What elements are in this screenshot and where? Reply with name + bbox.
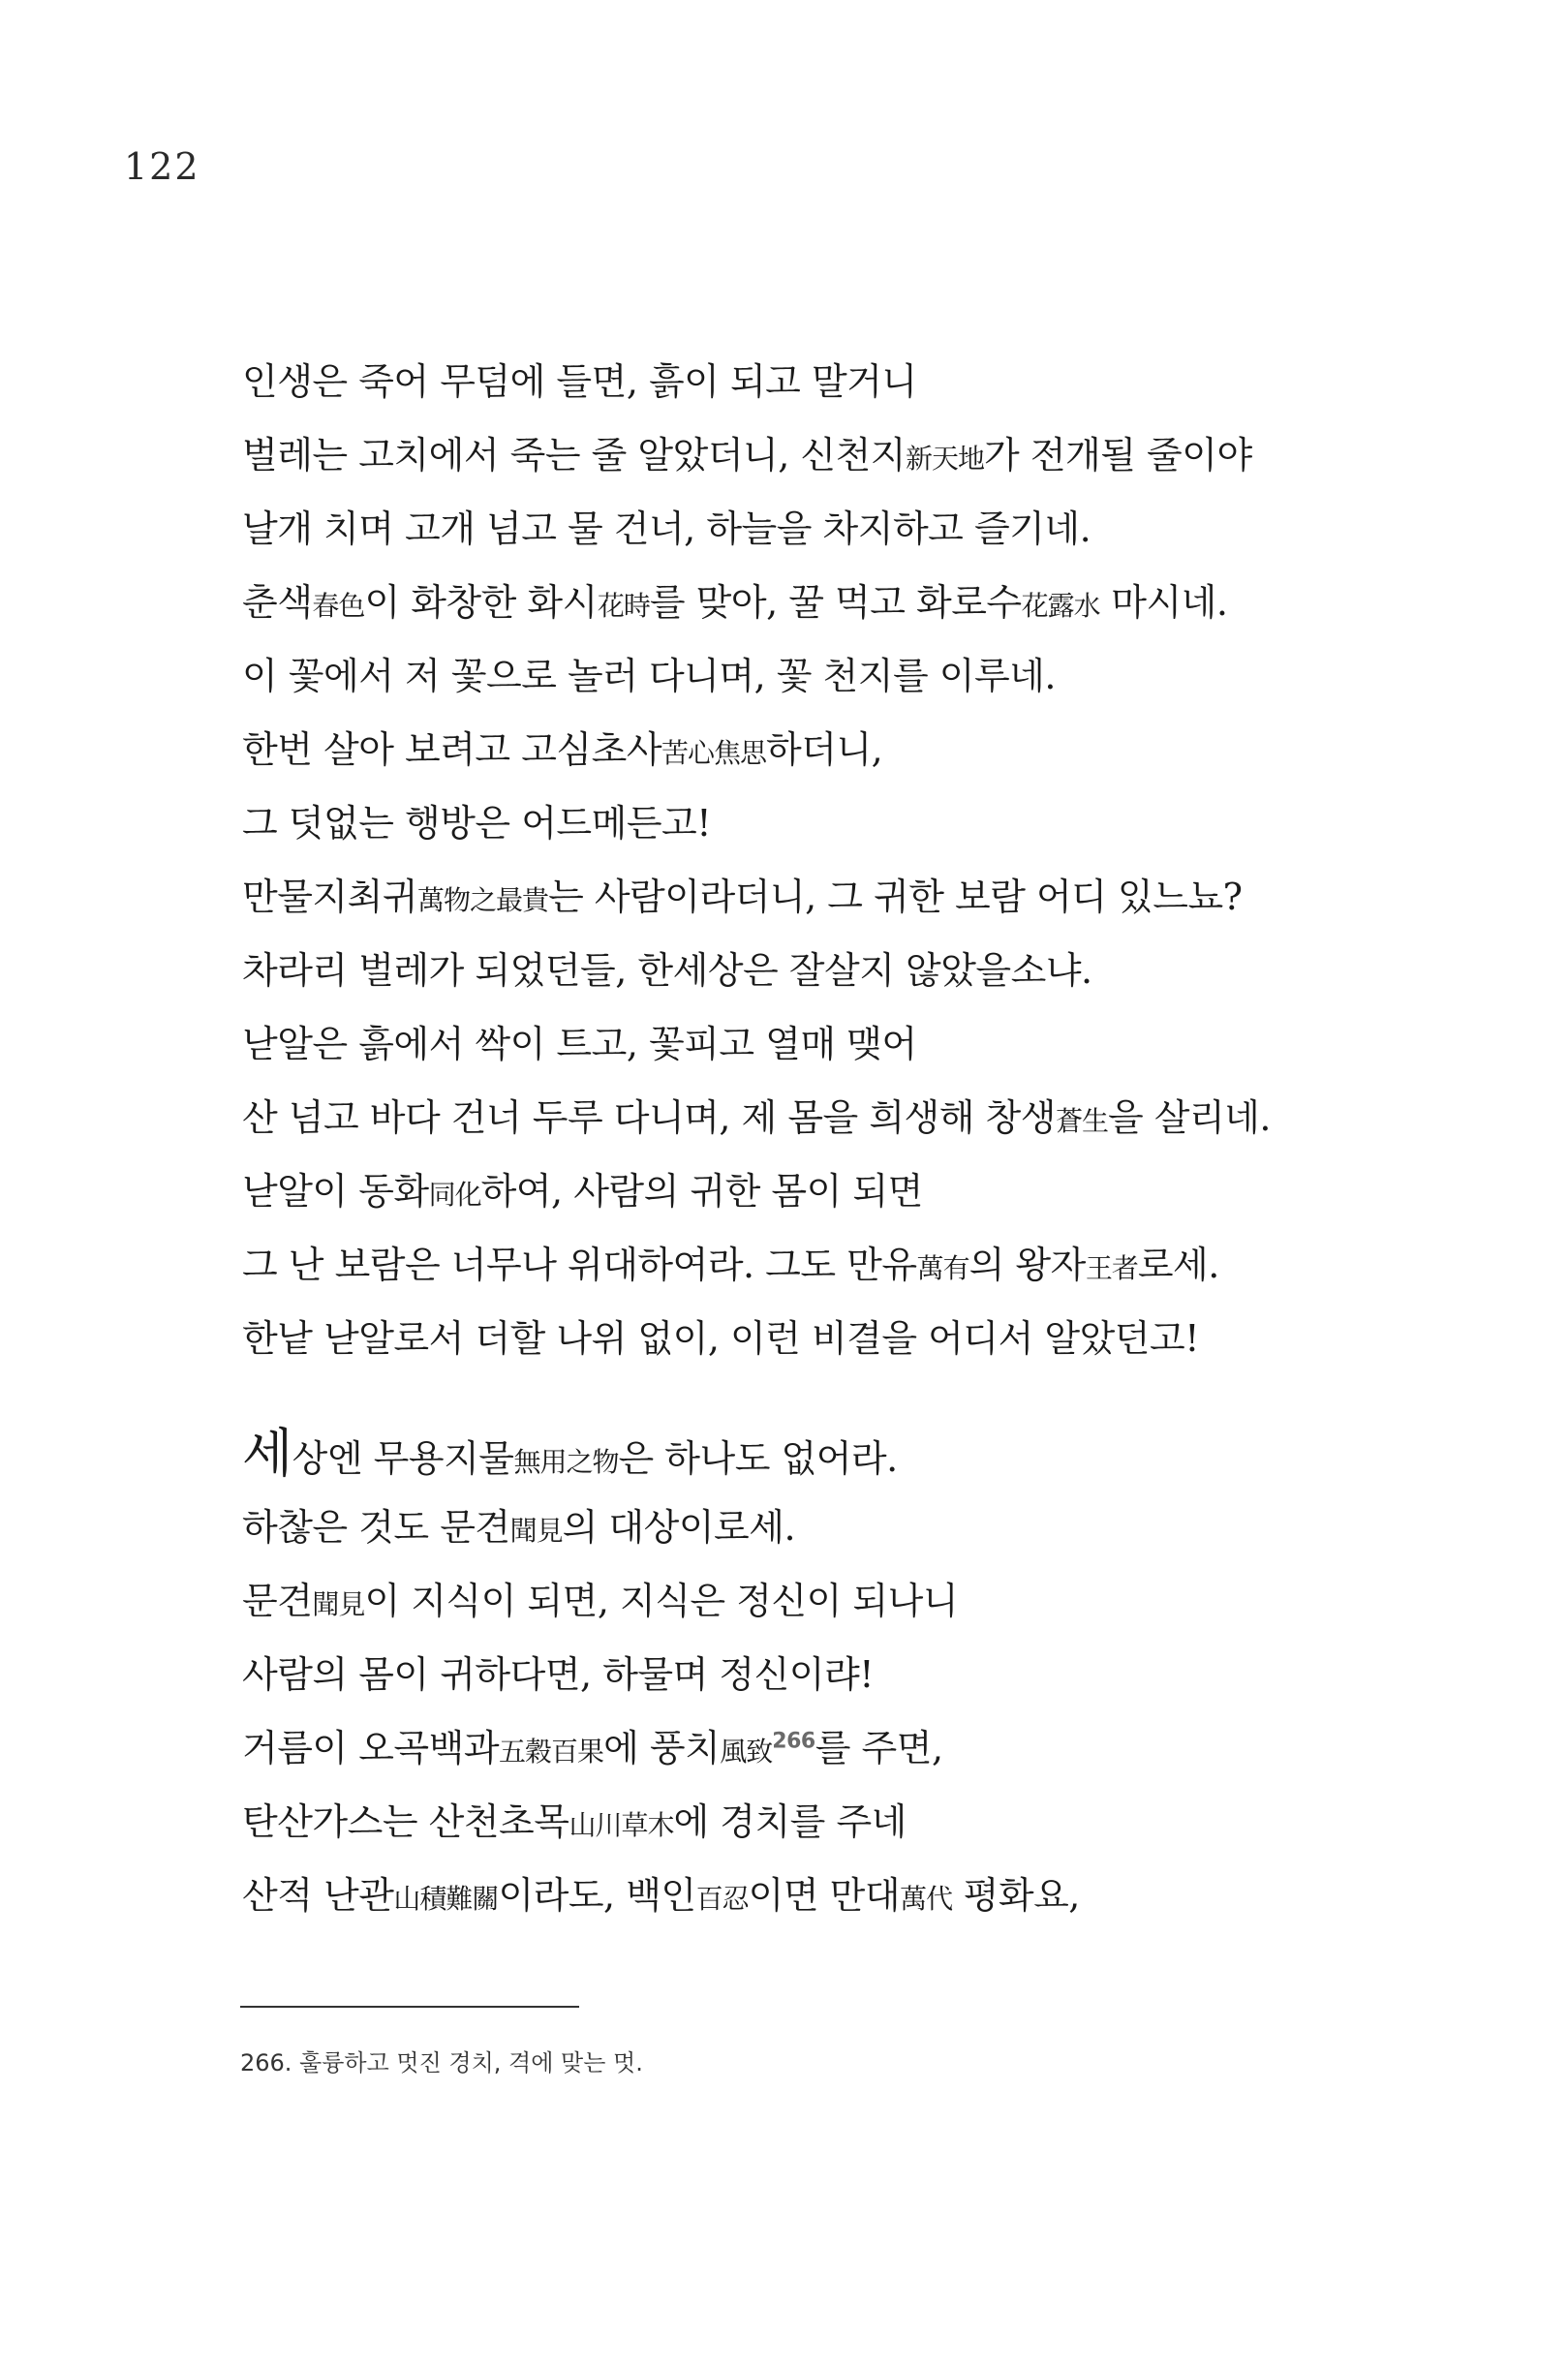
verse-line: 사람의 몸이 귀하다면, 하물며 정신이랴! — [242, 1653, 874, 1696]
hanja-gloss: 新天地 — [906, 443, 985, 475]
verse-line: 그 덧없는 행방은 어드메든고! — [242, 802, 712, 845]
hanja-gloss: 山積難關 — [393, 1883, 499, 1915]
page-number: 122 — [124, 145, 200, 188]
verse-line: 낟알은 흙에서 싹이 트고, 꽃피고 열매 맺어 — [242, 1023, 917, 1065]
hanja-gloss: 王者 — [1085, 1252, 1138, 1284]
verse-line: 산적 난관山積難關이라도, 백인百忍이면 만대萬代 평화요, — [242, 1874, 1080, 1917]
hanja-gloss: 萬代 — [900, 1883, 953, 1915]
verse-line: 인생은 죽어 무덤에 들면, 흙이 되고 말거니 — [242, 360, 917, 403]
hanja-gloss: 百忍 — [695, 1883, 749, 1915]
hanja-gloss: 蒼生 — [1055, 1105, 1108, 1137]
hanja-gloss: 聞見 — [509, 1515, 563, 1547]
hanja-gloss: 苦心焦思 — [661, 737, 767, 769]
verse-line: 하찮은 것도 문견聞見의 대상이로세. — [242, 1506, 796, 1549]
hanja-gloss: 花時 — [597, 590, 650, 622]
verse-line: 세상엔 무용지물無用之物은 하나도 없어라. — [242, 1423, 898, 1484]
footnote-divider — [240, 2006, 579, 2008]
hanja-gloss: 同化 — [428, 1179, 481, 1211]
hanja-gloss: 聞見 — [312, 1588, 365, 1620]
hanja-gloss: 無用之物 — [513, 1446, 619, 1478]
initial-letter: 세 — [242, 1423, 292, 1484]
verse-line: 이 꽃에서 저 꽃으로 놀러 다니며, 꽃 천지를 이루네. — [242, 655, 1056, 697]
hanja-gloss: 山川草木 — [569, 1809, 674, 1841]
hanja-gloss: 風致 — [720, 1736, 773, 1768]
poem-stanza-1 — [242, 356, 1356, 1387]
hanja-gloss: 春色 — [312, 590, 365, 622]
verse-line: 낟알이 동화同化하여, 사람의 귀한 몸이 되면 — [242, 1170, 923, 1213]
verse-line: 문견聞見이 지식이 되면, 지식은 정신이 되나니 — [242, 1580, 959, 1622]
hanja-gloss: 花露水 — [1021, 590, 1100, 622]
verse-line: 산 넘고 바다 건너 두루 다니며, 제 몸을 희생해 창생蒼生을 살리네. — [242, 1096, 1271, 1139]
verse-line: 날개 치며 고개 넘고 물 건너, 하늘을 차지하고 즐기네. — [242, 507, 1091, 550]
verse-line: 거름이 오곡백과五穀百果에 풍치風致$^{266}$를 주면, — [242, 1727, 943, 1769]
verse-line: 그 난 보람은 너무나 위대하여라. 그도 만유萬有의 왕자王者로세. — [242, 1244, 1219, 1286]
verse-line: 차라리 벌레가 되었던들, 한세상은 잘살지 않았을소냐. — [242, 949, 1092, 992]
poem-stanza-2 — [242, 1423, 1356, 1944]
footnote-reference[interactable]: 266 — [772, 1729, 815, 1754]
verse-line: 탄산가스는 산천초목山川草木에 경치를 주네 — [242, 1800, 907, 1843]
hanja-gloss: 五穀百果 — [499, 1736, 604, 1768]
verse-line: 만물지최귀萬物之最貴는 사람이라더니, 그 귀한 보람 어디 있느뇨? — [242, 876, 1243, 918]
hanja-gloss: 萬有 — [916, 1252, 969, 1284]
verse-line: 한번 살아 보려고 고심초사苦心焦思하더니, — [242, 728, 883, 771]
verse-line: 춘색春色이 화창한 화시花時를 맞아, 꿀 먹고 화로수花露水 마시네. — [242, 581, 1228, 624]
hanja-gloss: 萬物之最貴 — [417, 884, 549, 916]
verse-line: 한낱 낟알로서 더할 나위 없이, 이런 비결을 어디서 알았던고! — [242, 1317, 1199, 1360]
footnote-text: 266. 훌륭하고 멋진 경치, 격에 맞는 멋. — [240, 2049, 643, 2076]
verse-line: 벌레는 고치에서 죽는 줄 알았더니, 신천지新天地가 전개될 줄이야 — [242, 434, 1252, 477]
